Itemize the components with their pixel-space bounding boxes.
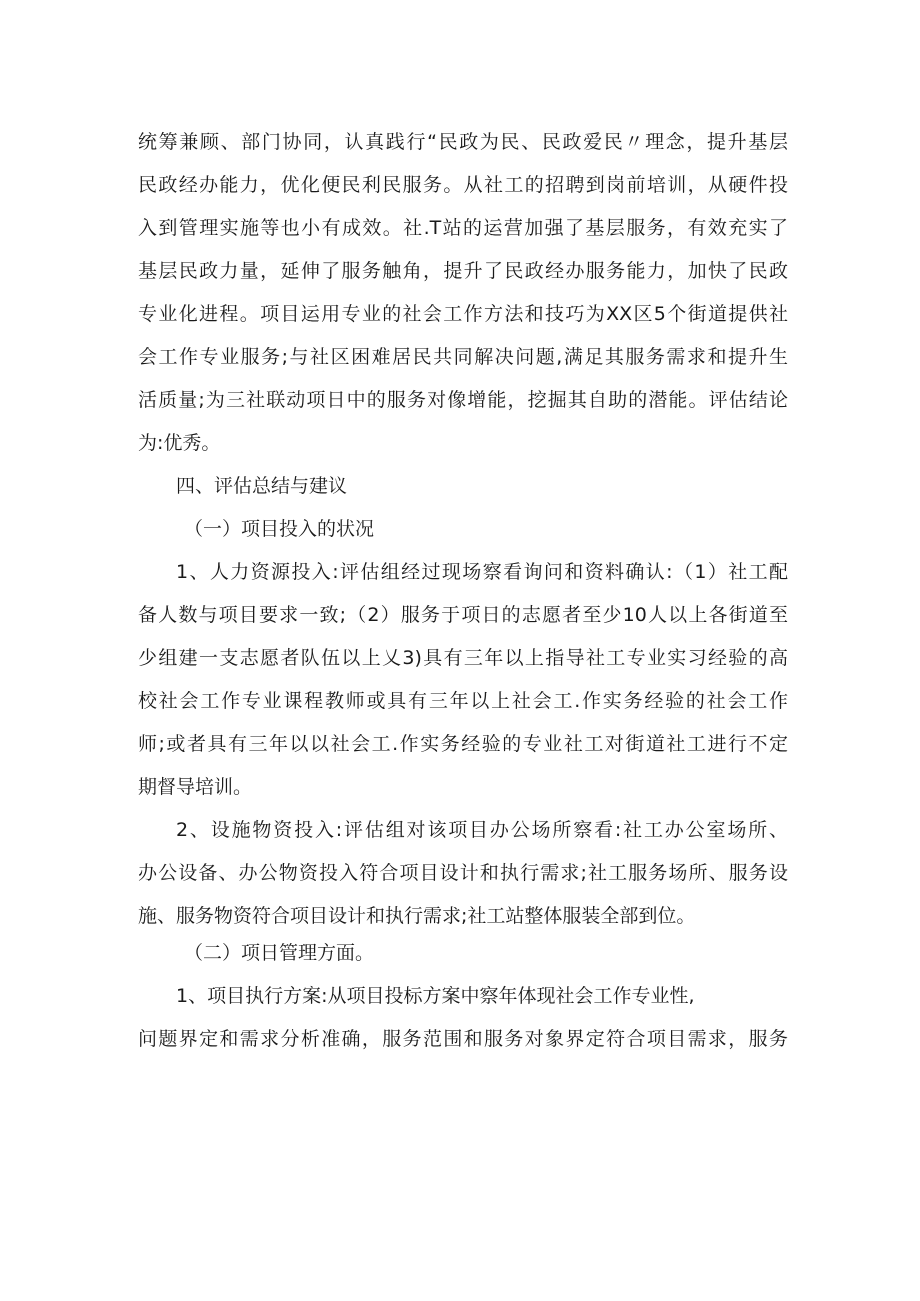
paragraph-line: 专业化进程。项目运用专业的社会工作方法和技巧为XX区5个街道提供社	[138, 303, 788, 325]
paragraph-line: 师;或者具有三年以以社会工.作实务经验的专业社工对街道社工进行不定	[138, 733, 788, 755]
paragraph-line: 统筹兼顾、部门协同，认真践行“民政为民、民政爱民〃理念，提升基层	[138, 131, 788, 153]
subsection-heading: （二）项日管理方面。	[184, 942, 375, 964]
paragraph-line: 2、设施物资投入:评估组对该项目办公场所察看:社工办公室场所、	[176, 819, 788, 841]
paragraph-line: 问题界定和需求分析准确，服务范围和服务对象界定符合项目需求，服务	[138, 1028, 788, 1050]
paragraph-line: 活质量;为三社联动项日中的服务对像增能，挖掘其自助的潜能。评估结论	[138, 389, 788, 411]
paragraph-line: 民政经办能力，优化便民利民服务。从社工的招聘到岗前培训，从硬件投	[138, 174, 788, 196]
paragraph-line: 少组建一支志愿者队伍以上乂3)具有三年以上指导社工专业实习经验的高	[138, 647, 788, 669]
subsection-heading: （一）项目投入的状况	[184, 518, 375, 540]
paragraph-line: 备人数与项目要求一致;（2）服务于项日的志愿者至少10人以上各街道至	[138, 604, 788, 626]
section-heading: 四、评估总结与建议	[176, 475, 348, 497]
paragraph-line: 基层民政力量，延伸了服务触角，提升了民政经办服务能力，加快了民政	[138, 260, 788, 282]
paragraph-line: 施、服务物资符合项目设计和执行需求;社工站整体服装全部到位。	[138, 905, 696, 927]
paragraph-line: 入到管理实施等也小有成效。社.T站的运营加强了基层服务，有效充实了	[138, 217, 788, 239]
paragraph-line: 1、人力资源投入:评估组经过现场察看询问和资料确认:（1）社工配	[176, 561, 788, 583]
paragraph-line: 1、项目执行方案:从项目投标方案中察年体现社会工作专业性,	[176, 985, 695, 1007]
paragraph-line: 为:优秀。	[138, 432, 221, 454]
paragraph-line: 期督导培训。	[138, 776, 253, 798]
paragraph-line: 校社会工作专业课程教师或具有三年以上社会工.作实务经验的社会工作	[138, 690, 788, 712]
paragraph-line: 会工作专业服务;与社区困难居民共同解决问题,满足其服务需求和提升生	[138, 346, 788, 368]
paragraph-line: 办公设备、办公物资投入符合项目设计和执行需求;社工服务场所、服务设	[138, 862, 788, 884]
